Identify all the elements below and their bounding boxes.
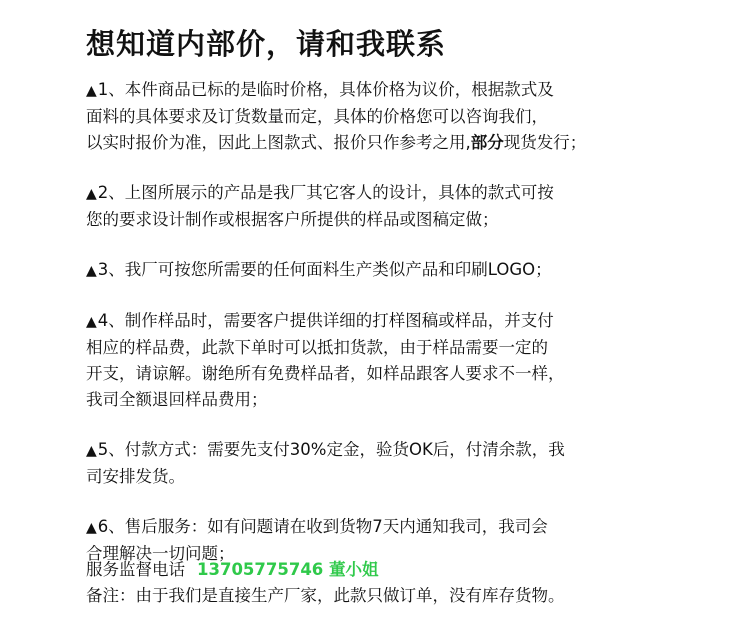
footer: [86, 557, 726, 609]
contact-line: [86, 557, 726, 583]
term-item-2: [86, 180, 726, 233]
term-1-line-3: 以实时报价为准，因此上图款式、报价只作参考之用,: [86, 133, 471, 152]
term-4-line-1: 4、制作样品时，需要客户提供详细的打样图稿或样品，并支付: [97, 311, 554, 330]
contact-phone: 13705775746 董小姐: [197, 560, 379, 579]
triangle-bullet-icon: ▲: [86, 443, 97, 459]
term-4-line-2: 相应的样品费，此款下单时可以抵扣货款，由于样品需要一定的: [86, 338, 548, 357]
term-1-bold-text: 部分: [470, 133, 504, 152]
triangle-bullet-icon: ▲: [86, 263, 97, 279]
term-1-line-2: 面料的具体要求及订货数量而定，具体的价格您可以咨询我们，: [86, 107, 548, 126]
term-6-line-2: 合理解决一切问题；: [86, 544, 235, 563]
term-item-4: [86, 308, 726, 413]
term-1-line-1: 1、本件商品已标的是临时价格，具体价格为议价，根据款式及: [97, 80, 554, 99]
term-item-3: [86, 257, 726, 284]
term-3-line-1: 3、我厂可按您所需要的任何面料生产类似产品和印刷LOGO；: [97, 260, 552, 279]
term-5-line-2: 司安排发货。: [86, 467, 185, 486]
term-item-5: [86, 437, 726, 490]
term-1-tail-text: 现货发行；: [503, 133, 587, 152]
term-2-line-1: 2、上图所展示的产品是我厂其它客人的设计，具体的款式可按: [97, 183, 554, 202]
footer-note: 备注：由于我们是直接生产厂家，此款只做订单，没有库存货物。: [86, 586, 565, 605]
term-4-line-3: 开支，请谅解。谢绝所有免费样品者，如样品跟客人要求不一样，: [86, 364, 565, 383]
contact-label: 服务监督电话: [86, 560, 185, 579]
term-6-line-1: 6、售后服务：如有问题请在收到货物7天内通知我司，我司会: [97, 517, 548, 536]
term-5-line-1: 5、付款方式：需要先支付30%定金，验货OK后，付清余款，我: [97, 440, 565, 459]
term-item-1: [86, 77, 726, 156]
page-title: 想知道内部价，请和我联系: [86, 27, 447, 61]
triangle-bullet-icon: ▲: [86, 314, 97, 330]
term-2-line-2: 您的要求设计制作或根据客户所提供的样品或图稿定做；: [86, 210, 499, 229]
triangle-bullet-icon: ▲: [86, 83, 97, 99]
terms-list: [86, 77, 726, 591]
term-4-line-4: 我司全额退回样品费用；: [86, 390, 268, 409]
triangle-bullet-icon: ▲: [86, 186, 97, 202]
triangle-bullet-icon: ▲: [86, 520, 97, 536]
